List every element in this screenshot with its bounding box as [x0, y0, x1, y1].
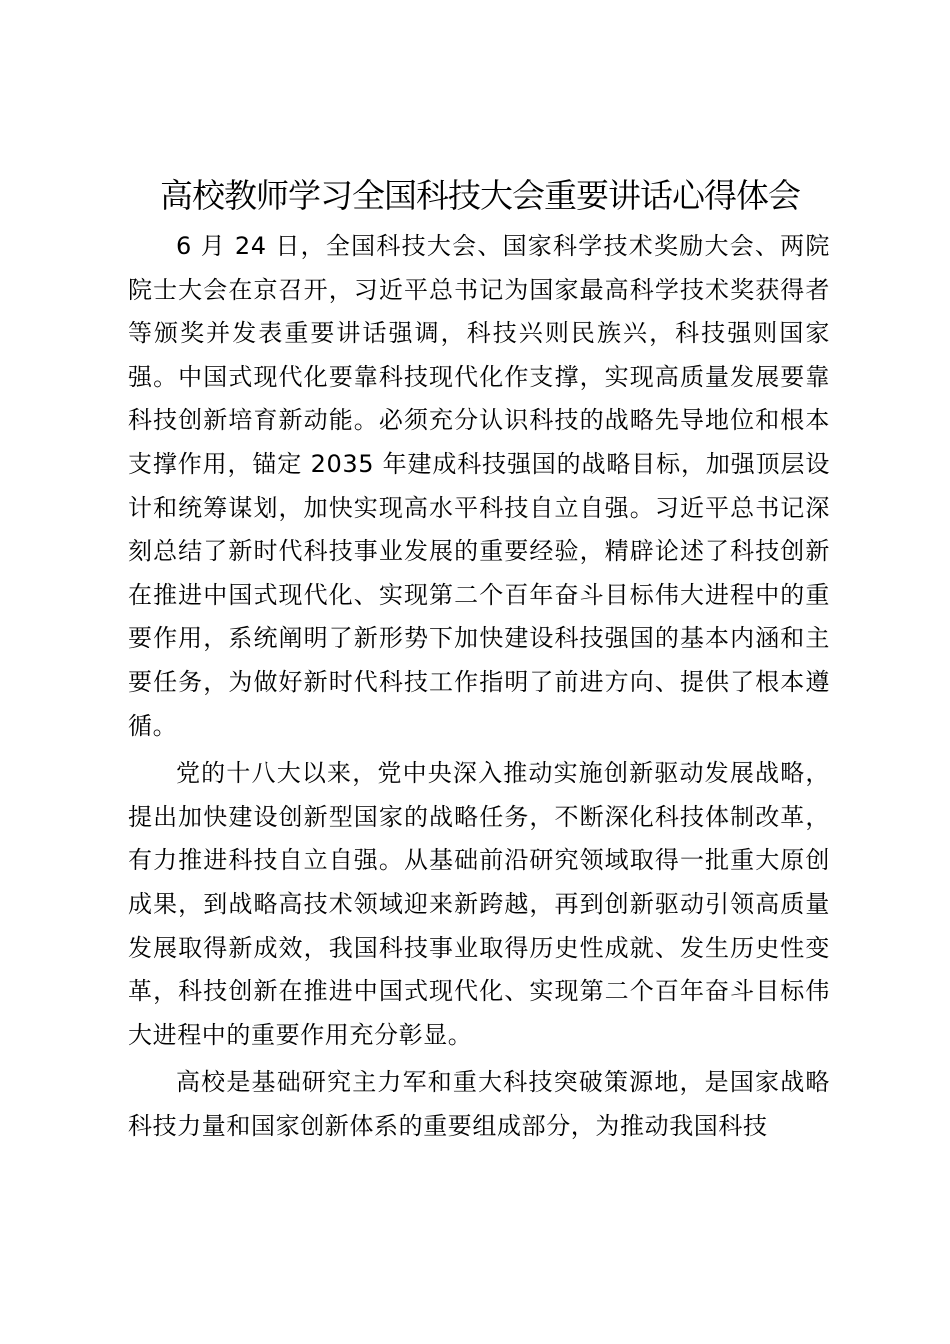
paragraph-1: 6 月 24 日，全国科技大会、国家科学技术奖励大会、两院院士大会在京召开，习近平总书记为国家最高科学技术奖获得者等颁奖并发表重要讲话强调，科技兴则民族兴，科技强则国家强。中国式现代化要靠科技现代化作支撑，实现高质量发展要靠科技创新培育新动能。必须充分认识科技的战略先导地位和根本支撑作用，锚定 2035 年建成科技强国的战略目标，加强顶层设计和统筹谋划，加快实现高水平科技自立自强。习近平总书记深刻总结了新时代科技事业发展的重要经验，精辟论述了科技创新在推进中国式现代化、实现第二个百年奋斗目标伟大进程中的重要作用，系统阐明了新形势下加快建设科技强国的基本内涵和主要任务，为做好新时代科技工作指明了前进方向、提供了根本遵循。 — [128, 232, 830, 740]
document-body — [128, 225, 830, 1152]
document-title: 高校教师学习全国科技大会重要讲话心得体会 — [160, 176, 800, 215]
paragraph-2: 党的十八大以来，党中央深入推动实施创新驱动发展战略，提出加快建设创新型国家的战略任务，不断深化科技体制改革，有力推进科技自立自强。从基础前沿研究领域取得一批重大原创成果，到战略高技术领域迎来新跨越，再到创新驱动引领高质量发展取得新成效，我国科技事业取得历史性成就、发生历史性变革，科技创新在推进中国式现代化、实现第二个百年奋斗目标伟大进程中的重要作用充分彰显。 — [128, 759, 830, 1049]
paragraph-3: 高校是基础研究主力军和重大科技突破策源地，是国家战略科技力量和国家创新体系的重要组成部分，为推动我国科技 — [128, 1068, 830, 1140]
